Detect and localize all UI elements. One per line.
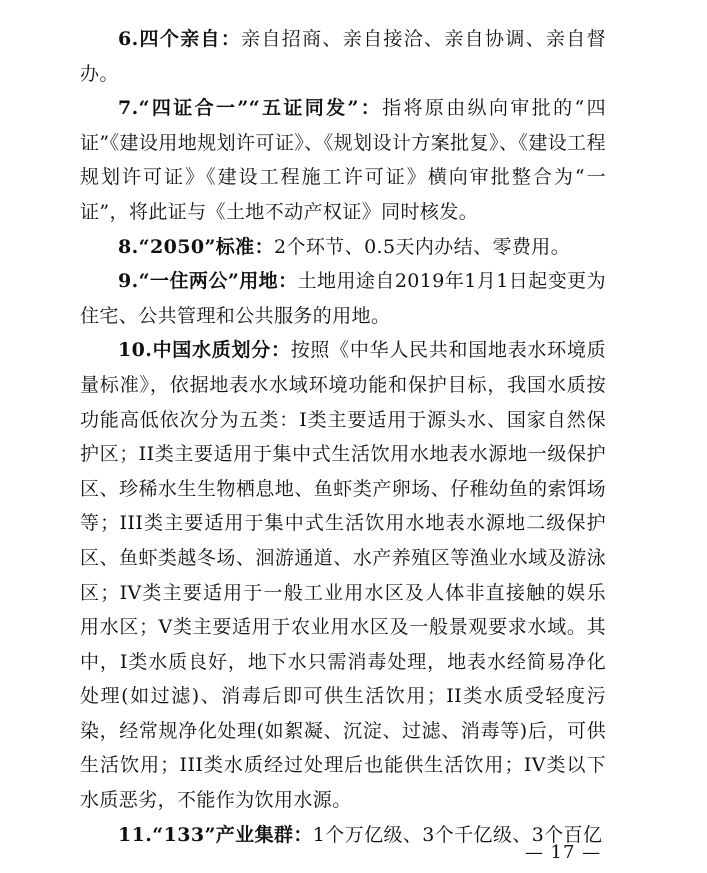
glossary-item-10: [80, 333, 606, 817]
glossary-term: 10.中国水质划分：: [118, 339, 291, 362]
glossary-item-6: [80, 22, 606, 91]
glossary-term: 7.“四证合一”“五证同发”：: [118, 97, 383, 120]
glossary-definition: 亲自招商、亲自接洽、亲自协调、亲自督办。: [80, 28, 606, 85]
glossary-term: 6.四个亲自：: [118, 28, 242, 50]
glossary-term: 9.“一住两公”用地：: [118, 270, 298, 293]
glossary-item-9: [80, 264, 606, 333]
glossary-definition: 土地用途自2019年1月1日起变更为住宅、公共管理和公共服务的用地。: [80, 270, 607, 327]
glossary-definition: 指将原由纵向审批的“四证”《建设用地规划许可证》、《规划设计方案批复》、《建设工程规划许可证》《建设工程施工许可证》横向审批整合为“一证”，将此证与《土地不动产权证》同时核发。: [80, 97, 606, 223]
glossary-item-8: [80, 230, 606, 265]
glossary-definition: 1个万亿级、3个千亿级、3个百亿: [312, 823, 603, 846]
glossary-content: [80, 22, 606, 852]
glossary-definition: 按照《中华人民共和国地表水环境质量标准》，依据地表水水域环境功能和保护目标，我国水质按功能高低依次分为五类：I类主要适用于源头水、国家自然保护区；II类主要适用于集中式生活饮用水地表水源地一级保护区、珍稀水生生物栖息地、鱼虾类产卵场、仔稚幼鱼的索饵场等；III类主要适用于集中式生活饮用水地表水源地二级保护区、鱼虾类越冬场、洄游通道、水产养殖区等渔业水域及游泳区；IV类主要适用于一般工业用水区及人体非直接触的娱乐用水区；V类主要适用于农业用水区及一般景观要求水域。其中，I类水质良好，地下水只需消毒处理，地表水经简易净化处理(如过滤)、消毒后即可供生活饮用；II类水质受轻度污染，经常规净化处理(如絮凝、沉淀、过滤、消毒等)后，可供生活饮用；III类水质经过处理后也能供生活饮用；IV类以下水质恶劣，不能作为饮用水源。: [80, 339, 607, 812]
glossary-item-7: [80, 91, 606, 229]
glossary-term: 8.“2050”标准：: [118, 235, 274, 258]
page-number: — 17 —: [524, 842, 602, 863]
glossary-term: 11.“133”产业集群：: [118, 823, 313, 846]
glossary-definition: 2个环节、0.5天内办结、零费用。: [273, 235, 571, 258]
